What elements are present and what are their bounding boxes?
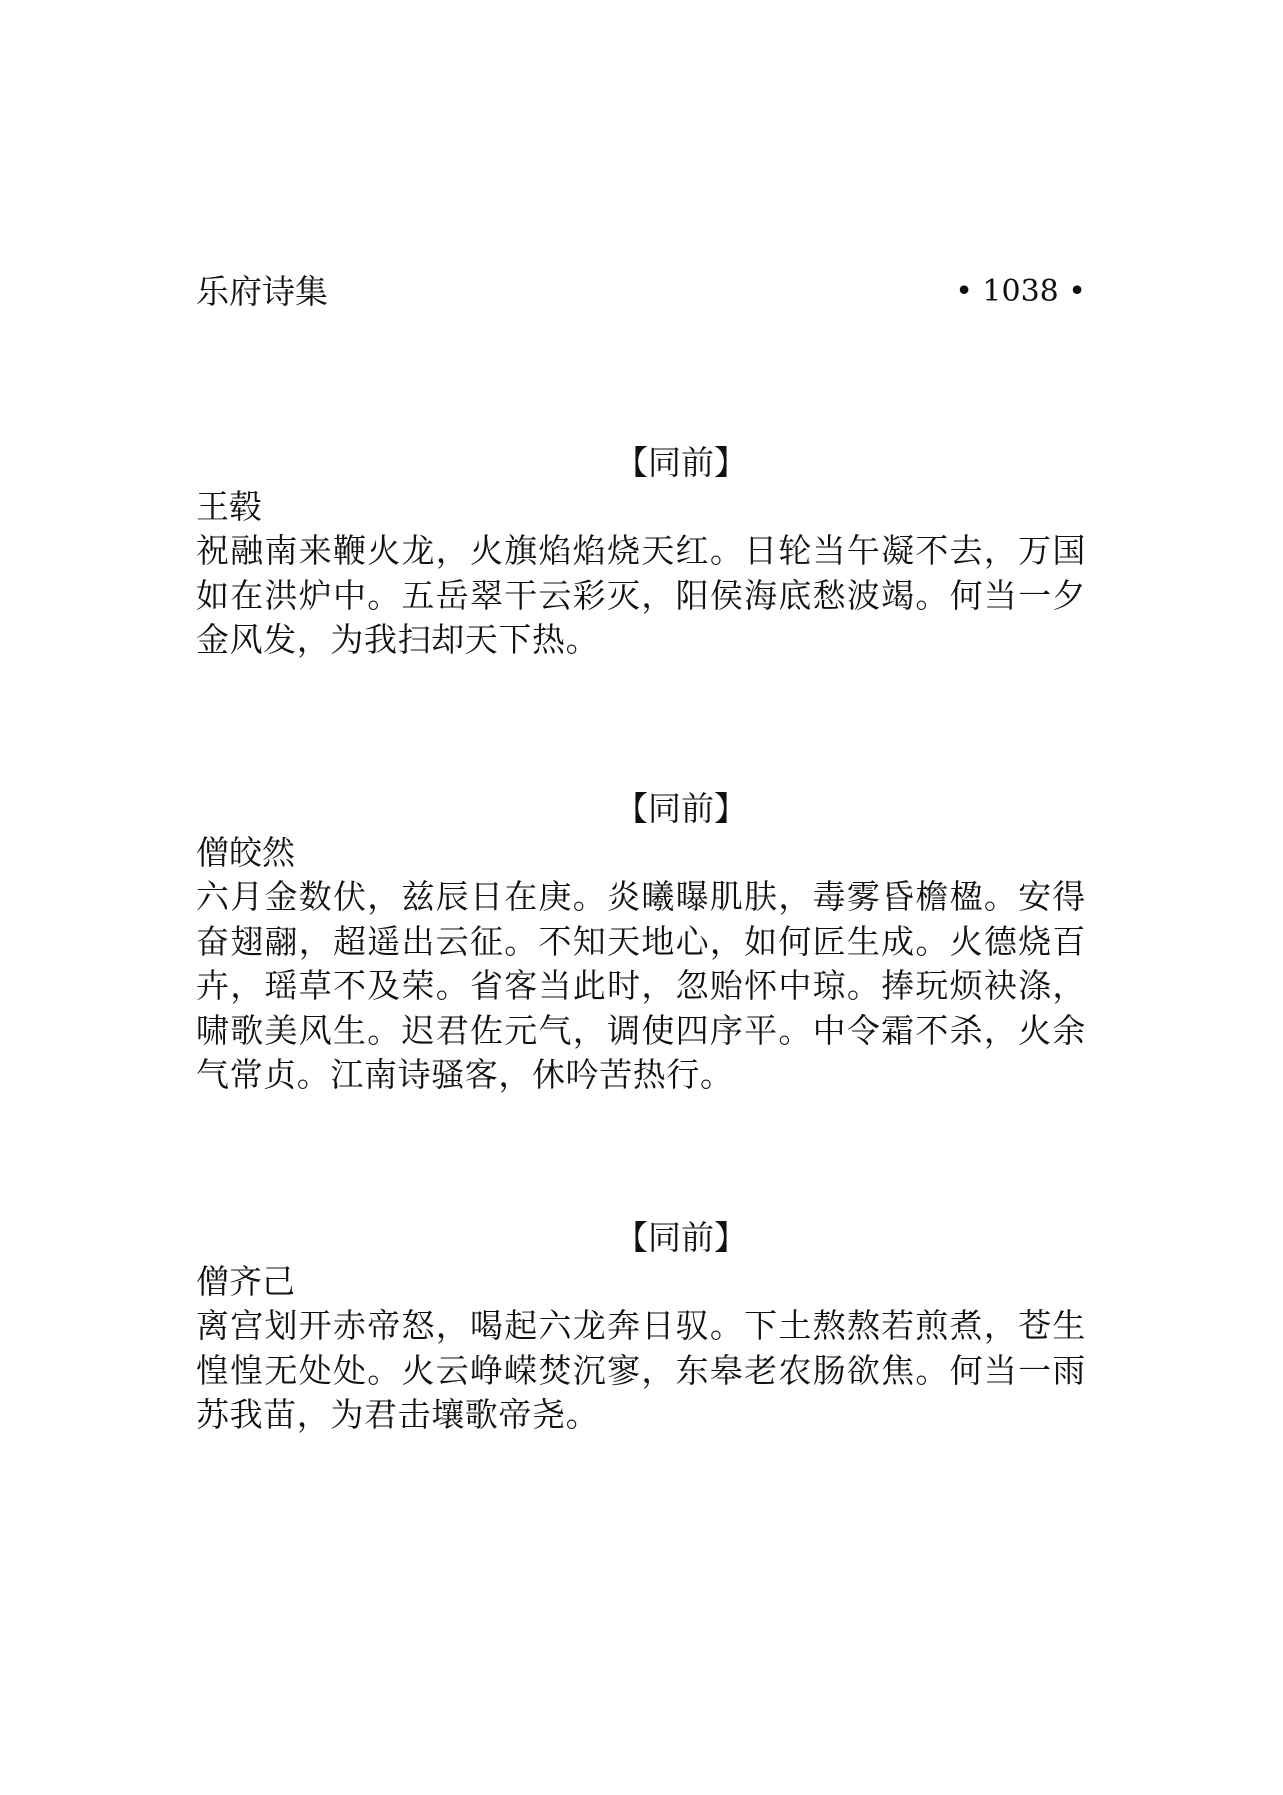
poem-author: 僧齐己 [196,1262,295,1301]
poem-title: 【同前】 [615,443,747,482]
poem-section [196,787,1086,1098]
poem-author: 僧皎然 [196,833,295,872]
poem-title: 【同前】 [615,1218,747,1257]
page-header [196,270,1086,314]
poem-text: 六月金数伏，兹辰日在庚。炎曦曝肌肤，毒雾昏檐楹。安得奋翅翮，超遥出云征。不知天地心，如何匠生成。火德烧百卉，瑶草不及荣。省客当此时，忽贻怀中琼。捧玩烦袂涤，啸歌美风生。迟君佐元气，调使四序平。中令霜不杀，火余气常贞。江南诗骚客，休吟苦热行。 [196,877,1086,1094]
book-title: 乐府诗集 [196,272,328,311]
poem-section [196,441,1086,663]
poem-section [196,1216,1086,1438]
poem-text: 离宫划开赤帝怒，喝起六龙奔日驭。下土熬熬若煎煮，苍生惶惶无处处。火云峥嵘焚沉寥，东皋老农肠欲焦。何当一雨苏我苗，为君击壤歌帝尧。 [196,1306,1086,1434]
poem-author: 王毂 [196,487,262,526]
page-number: • 1038 • [955,274,1086,309]
poem-title: 【同前】 [615,789,747,828]
poem-text: 祝融南来鞭火龙，火旗焰焰烧天红。日轮当午凝不去，万国如在洪炉中。五岳翠干云彩灭，阳侯海底愁波竭。何当一夕金风发，为我扫却天下热。 [196,531,1086,659]
